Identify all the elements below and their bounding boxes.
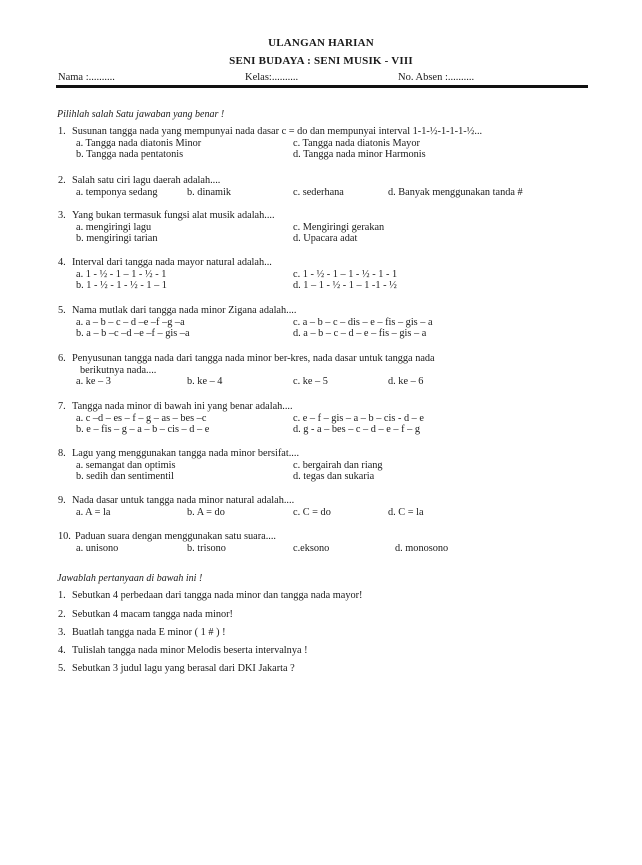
option-c: c. Mengiringi gerakan — [293, 221, 385, 233]
question-text: Yang bukan termasuk fungsi alat musik adalah.... — [72, 210, 275, 221]
option-d: d. ke – 6 — [388, 376, 424, 388]
option-d: d. monosono — [395, 542, 449, 554]
essay-number: 1. — [58, 590, 66, 601]
question-6 — [58, 353, 598, 388]
question-number: 5. — [58, 305, 66, 316]
essay-number: 2. — [58, 609, 66, 620]
essay-item-3 — [58, 627, 226, 638]
question-number: 10. — [58, 531, 71, 542]
question-text: Paduan suara dengan menggunakan satu suara.... — [75, 531, 277, 542]
option-a: a. unisono — [76, 542, 119, 554]
question-text: Interval dari tangga nada mayor natural adalah... — [72, 257, 272, 268]
question-text-continued: berikutnya nada.... — [80, 364, 157, 376]
option-a: a. 1 - ½ - 1 – 1 - ½ - 1 — [76, 268, 167, 280]
option-b: b. Tangga nada pentatonis — [76, 149, 184, 161]
essay-number: 5. — [58, 663, 66, 674]
option-b: b. ke – 4 — [187, 376, 223, 388]
option-b: b. dinamik — [187, 186, 232, 198]
question-text: Salah satu ciri lagu daerah adalah.... — [72, 175, 221, 186]
question-text: Nama mutlak dari tangga nada minor Zigana adalah.... — [72, 305, 297, 316]
absen-field: No. Absen :.......... — [398, 72, 475, 83]
option-c: c. a – b – c – dis – e – fis – gis – a — [293, 316, 433, 328]
option-d: d. C = la — [388, 506, 424, 518]
option-c: c. bergairah dan riang — [293, 459, 383, 471]
question-1 — [58, 126, 598, 161]
page-subtitle: SENI BUDAYA : SENI MUSIK - VIII — [229, 55, 413, 67]
option-d: d. tegas dan sukaria — [293, 471, 375, 483]
option-c: c.eksono — [293, 542, 330, 554]
question-5 — [58, 305, 598, 340]
nama-field: Nama :.......... — [58, 72, 115, 83]
option-b: b. sedih dan sentimentil — [76, 471, 174, 483]
essay-item-2 — [58, 609, 233, 620]
option-a: a. temponya sedang — [76, 186, 158, 198]
section-b-instruction: Jawablah pertanyaan di bawah ini ! — [57, 573, 203, 584]
essay-number: 4. — [58, 645, 66, 656]
question-number: 8. — [58, 448, 66, 459]
question-text: Lagu yang menggunakan tangga nada minor bersifat.... — [72, 448, 300, 459]
question-number: 1. — [58, 126, 66, 137]
option-c: c. sederhana — [293, 186, 344, 198]
section-a-instruction: Pilihlah salah Satu jawaban yang benar ! — [57, 109, 225, 120]
option-a: a. c –d – es – f – g – as – bes –c — [76, 412, 207, 424]
question-7 — [58, 401, 598, 436]
question-2 — [58, 175, 598, 199]
question-text: Susunan tangga nada yang mempunyai nada dasar c = do dan mempunyai interval 1-1-½-1-1-1-½... — [72, 126, 483, 137]
essay-item-1 — [58, 590, 363, 601]
option-a: a. a – b – c – d –e –f –g –a — [76, 316, 185, 328]
question-number: 4. — [58, 257, 66, 268]
option-c: c. e – f – gis – a – b – cis - d – e — [293, 412, 424, 424]
question-text: Tangga nada minor di bawah ini yang benar adalah.... — [72, 401, 293, 412]
option-c: c. 1 - ½ - 1 – 1 - ½ - 1 - 1 — [293, 268, 398, 280]
question-4 — [58, 257, 598, 292]
question-text: Nada dasar untuk tangga nada minor natural adalah.... — [72, 495, 295, 506]
question-9 — [58, 495, 598, 519]
option-c: c. Tangga nada diatonis Mayor — [293, 137, 420, 149]
question-number: 9. — [58, 495, 66, 506]
question-8 — [58, 448, 598, 483]
header-divider — [56, 85, 588, 88]
option-a: a. mengiringi lagu — [76, 221, 152, 233]
option-b: b. 1 - ½ - 1 - ½ - 1 – 1 — [76, 280, 167, 292]
essay-number: 3. — [58, 627, 66, 638]
essay-text: Buatlah tangga nada E minor ( 1 # ) ! — [72, 627, 226, 638]
question-10 — [58, 531, 598, 555]
essay-text: Sebutkan 3 judul lagu yang berasal dari DKI Jakarta ? — [72, 663, 295, 674]
question-number: 2. — [58, 175, 66, 186]
kelas-field: Kelas:.......... — [245, 72, 299, 83]
essay-text: Tulislah tangga nada minor Melodis beserta intervalnya ! — [72, 645, 308, 656]
option-d: d. Tangga nada minor Harmonis — [293, 149, 426, 161]
essay-item-4 — [58, 645, 308, 656]
option-a: a. Tangga nada diatonis Minor — [76, 137, 202, 149]
option-d: d. Banyak menggunakan tanda # — [388, 186, 523, 198]
essay-item-5 — [58, 663, 295, 674]
option-d: d. 1 – 1 - ½ - 1 – 1 -1 - ½ — [293, 280, 397, 292]
essay-text: Sebutkan 4 macam tangga nada minor! — [72, 609, 233, 620]
option-c: c. C = do — [293, 506, 331, 518]
option-d: d. Upacara adat — [293, 233, 358, 245]
option-a: a. ke – 3 — [76, 376, 111, 388]
question-number: 6. — [58, 353, 66, 364]
option-d: d. a – b – c – d – e – fis – gis – a — [293, 328, 427, 340]
essay-text: Sebutkan 4 perbedaan dari tangga nada minor dan tangga nada mayor! — [72, 590, 363, 601]
option-b: b. a – b –c –d –e –f – gis –a — [76, 328, 190, 340]
option-b: b. mengiringi tarian — [76, 233, 158, 245]
page-title: ULANGAN HARIAN — [268, 37, 374, 49]
question-3 — [58, 210, 598, 245]
option-b: b. A = do — [187, 506, 225, 518]
option-a: a. semangat dan optimis — [76, 459, 176, 471]
question-text: Penyusunan tangga nada dari tangga nada minor ber-kres, nada dasar untuk tangga nada — [72, 353, 435, 364]
option-d: d. g - a – bes – c – d – e – f – g — [293, 424, 420, 436]
option-b: b. e – fis – g – a – b – cis – d – e — [76, 424, 210, 436]
question-number: 3. — [58, 210, 66, 221]
option-a: a. A = la — [76, 506, 111, 518]
question-number: 7. — [58, 401, 66, 412]
option-c: c. ke – 5 — [293, 376, 328, 388]
option-b: b. trisono — [187, 542, 226, 554]
